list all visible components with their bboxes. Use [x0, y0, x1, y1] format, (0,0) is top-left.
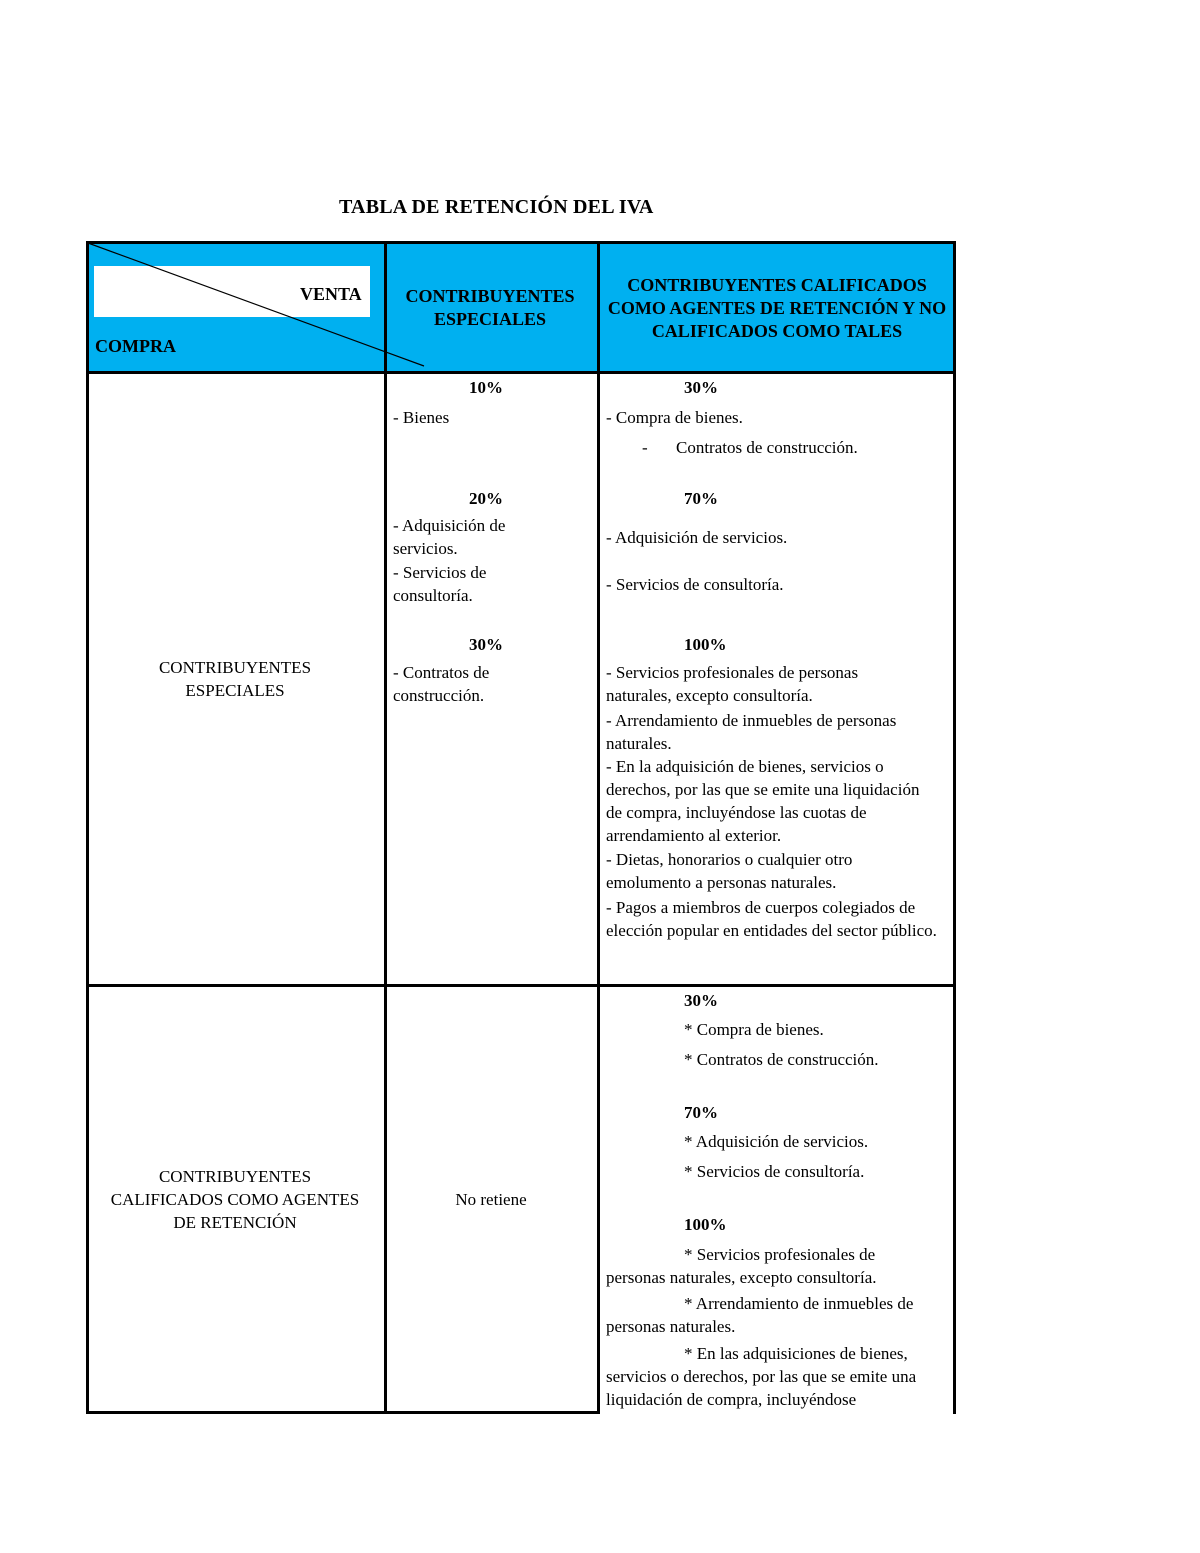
row2-col2-pct-100: 100%: [684, 1215, 727, 1234]
row1-col2-item: Contratos de construcción.: [676, 438, 858, 457]
row1-col2-pct-70: 70%: [684, 489, 718, 508]
row1-col2-item: - En la adquisición de bienes, servicios o derechos, por las que se emite una liquidación de compra, incluyéndose las cuotas de arrendamiento al exterior.: [606, 757, 920, 845]
row1-col2-pct-100: 100%: [684, 635, 727, 654]
col-divider-2: [597, 241, 600, 1414]
row2-col2-item: * Compra de bienes.: [684, 1020, 824, 1039]
row1-col2-dash: -: [642, 438, 648, 457]
row2-col2-pct-30: 30%: [684, 991, 718, 1010]
row2-col2-item: * En las adquisiciones de bienes, servicios o derechos, por las que se emite una liquidación de compra, incluyéndose: [606, 1344, 917, 1409]
header-col2: CONTRIBUYENTES CALIFICADOS COMO AGENTES DE RETENCIÓN Y NO CALIFICADOS COMO TALES: [607, 275, 947, 341]
row2-col1-value: No retiene: [455, 1190, 527, 1209]
row1-col1-item: - Adquisición de servicios.: [393, 516, 506, 558]
row2-col2-item: * Contratos de construcción.: [684, 1050, 879, 1069]
table-border-top: [86, 241, 955, 244]
row2-label: CONTRIBUYENTES CALIFICADOS COMO AGENTES DE RETENCIÓN: [110, 1167, 360, 1232]
row1-col2-item: - Servicios profesionales de personas naturales, excepto consultoría.: [606, 663, 859, 705]
row1-col2-item: - Arrendamiento de inmuebles de personas naturales.: [606, 711, 897, 753]
corner-compra-label: COMPRA: [95, 336, 176, 356]
row2-col2-pct-70: 70%: [684, 1103, 718, 1122]
row2-col2-item: * Adquisición de servicios.: [684, 1132, 869, 1151]
row1-col2-item: - Compra de bienes.: [606, 408, 743, 427]
row2-col2-item: * Arrendamiento de inmuebles de personas naturales.: [606, 1294, 914, 1336]
table-border-left: [86, 241, 89, 1414]
row1-col2-item: - Servicios de consultoría.: [606, 575, 784, 594]
row1-col1-pct-10: 10%: [469, 378, 503, 397]
corner-venta-label: VENTA: [300, 284, 362, 304]
row1-col1-item: - Servicios de consultoría.: [393, 563, 487, 605]
header-bottom-border: [86, 371, 955, 374]
row2-col2-item: * Servicios de consultoría.: [684, 1162, 865, 1181]
row1-col1-item: - Contratos de construcción.: [393, 663, 490, 705]
row2-col2-item: * Servicios profesionales de personas naturales, excepto consultoría.: [606, 1245, 877, 1287]
table-border-bottom: [86, 1411, 599, 1414]
row1-col2-item: - Pagos a miembros de cuerpos colegiados de elección popular en entidades del sector público.: [606, 898, 937, 940]
row1-col2-item: - Dietas, honorarios o cualquier otro emolumento a personas naturales.: [606, 850, 853, 892]
row1-col1-pct-20: 20%: [469, 489, 503, 508]
row1-col1-pct-30: 30%: [469, 635, 503, 654]
page-title: TABLA DE RETENCIÓN DEL IVA: [339, 196, 654, 218]
table-border-right: [953, 241, 956, 1414]
col-divider-1: [384, 241, 387, 1414]
header-col1: CONTRIBUYENTES ESPECIALES: [405, 286, 575, 329]
row1-col2-pct-30: 30%: [684, 378, 718, 397]
row-divider: [86, 984, 955, 987]
row1-label: CONTRIBUYENTES ESPECIALES: [158, 658, 312, 700]
row1-col2-item: - Adquisición de servicios.: [606, 528, 788, 547]
row1-col1-item: - Bienes: [393, 408, 450, 427]
